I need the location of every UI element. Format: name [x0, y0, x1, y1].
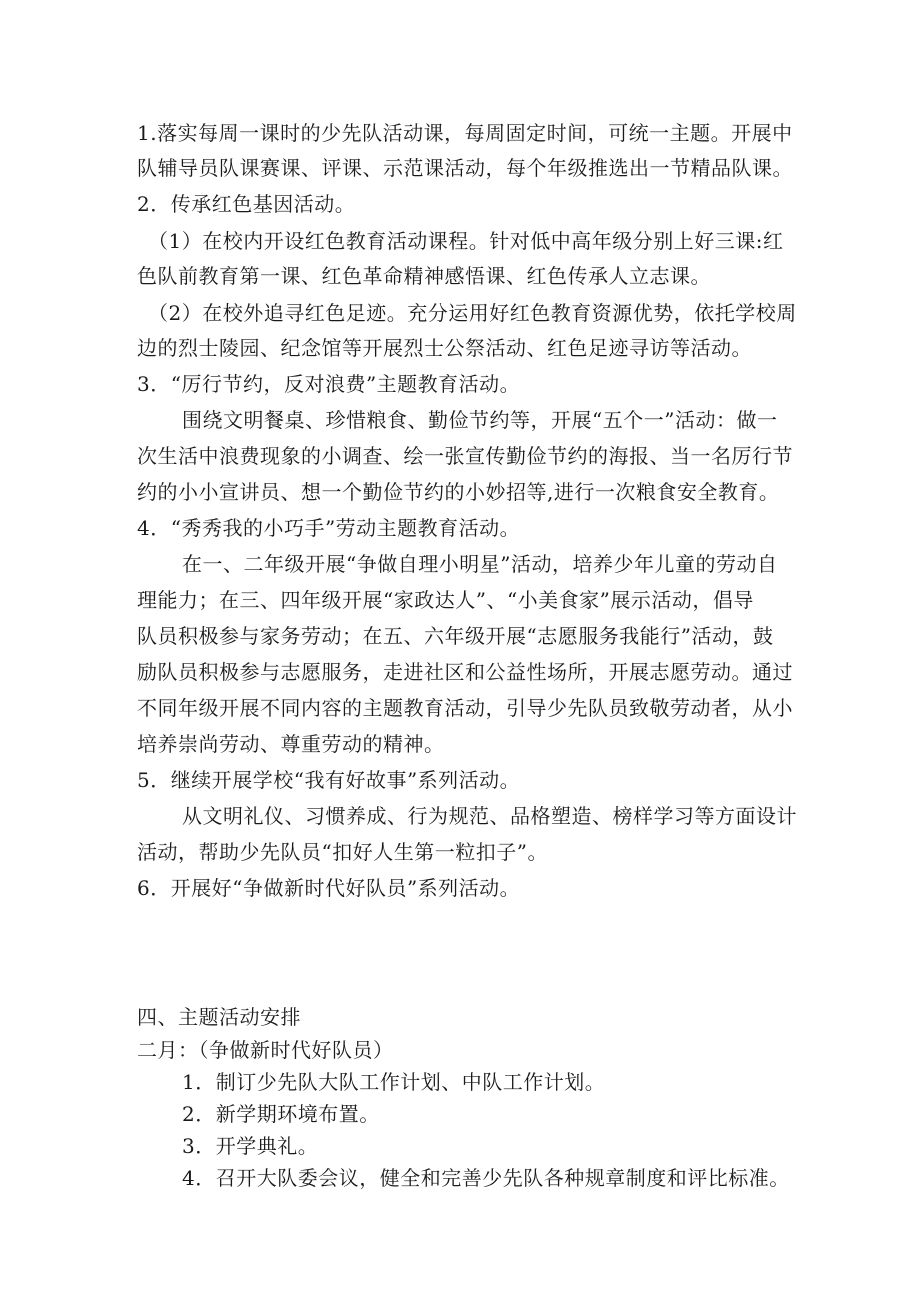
section-heading: 4．“秀秀我的小巧手”劳动主题教育活动。: [137, 516, 521, 540]
text-line: 理能力；在三、四年级开展“家政达人”、“小美食家”展示活动，倡导: [137, 588, 754, 612]
text-line: 队辅导员队课赛课、评课、示范课活动，每个年级推选出一节精品队课。: [137, 156, 793, 180]
text-line: 围绕文明餐桌、珍惜粮食、勤俭节约等，开展“五个一”活动：做一: [182, 408, 778, 432]
text-line: 次生活中浪费现象的小调查、绘一张宣传勤俭节约的海报、当一名厉行节: [137, 444, 793, 468]
section-heading: 6．开展好“争做新时代好队员”系列活动。: [137, 876, 521, 900]
text-line: 约的小小宣讲员、想一个勤俭节约的小妙招等,进行一次粮食安全教育。: [137, 480, 780, 504]
text-line: 培养崇尚劳动、尊重劳动的精神。: [137, 732, 445, 756]
section-heading: 2．传承红色基因活动。: [137, 192, 356, 216]
text-line: 在一、二年级开展“争做自理小明星”活动，培养少年儿童的劳动自: [182, 552, 778, 576]
text-line: 活动，帮助少先队员“扣好人生第一粒扣子”。: [137, 840, 548, 864]
list-item: 4．召开大队委会议，健全和完善少先队各种规章制度和评比标准。: [182, 1166, 790, 1190]
list-item: 3．开学典礼。: [182, 1134, 319, 1158]
text-line: 从文明礼仪、习惯养成、行为规范、品格塑造、榜样学习等方面设计: [182, 804, 797, 828]
chapter-heading: 四、主题活动安排: [137, 1005, 301, 1029]
text-line: 队员积极参与家务劳动；在五、六年级开展“志愿服务我能行”活动，鼓: [137, 624, 774, 648]
text-line: （1）在校内开设红色教育活动课程。针对低中高年级分别上好三课:红: [148, 229, 784, 253]
section-heading: 5．继续开展学校“我有好故事”系列活动。: [137, 768, 521, 792]
text-line: 不同年级开展不同内容的主题教育活动，引导少先队员致敬劳动者，从小: [137, 696, 793, 720]
text-line: 色队前教育第一课、红色革命精神感悟课、红色传承人立志课。: [137, 264, 711, 288]
list-item: 2．新学期环境布置。: [182, 1102, 380, 1126]
text-line: （2）在校外追寻红色足迹。充分运用好红色教育资源优势，依托学校周: [148, 301, 797, 325]
section-heading: 3．“厉行节约，反对浪费”主题教育活动。: [137, 372, 521, 396]
text-line: 励队员积极参与志愿服务，走进社区和公益性场所，开展志愿劳动。通过: [137, 660, 793, 684]
list-item: 1．制订少先队大队工作计划、中队工作计划。: [182, 1070, 606, 1094]
text-line: 边的烈士陵园、纪念馆等开展烈士公祭活动、红色足迹寻访等活动。: [137, 336, 752, 360]
text-line: 1.落实每周一课时的少先队活动课，每周固定时间，可统一主题。开展中: [137, 121, 793, 145]
month-heading: 二月：（争做新时代好队员）: [137, 1038, 394, 1062]
